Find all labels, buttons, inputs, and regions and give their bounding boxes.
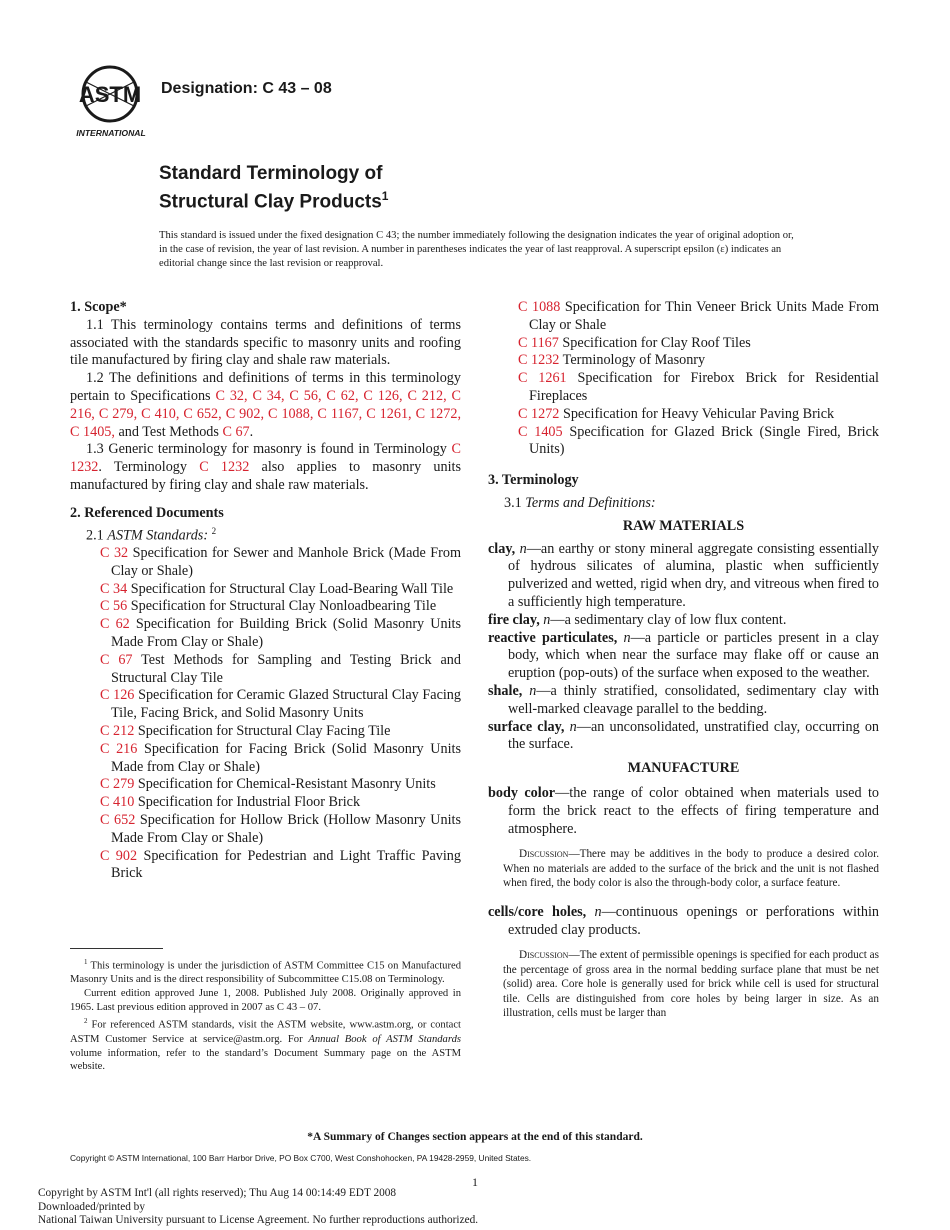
term-entry [488, 683, 879, 719]
referenced-item [85, 687, 461, 723]
referenced-item-title: Specification for Structural Clay Nonloadbearing Tile [127, 598, 437, 615]
copyright-line: Copyright © ASTM International, 100 Barr Harbor Drive, PO Box C700, West Conshohocken, PA 19428-2959, United States. [70, 1153, 532, 1163]
referenced-item-code-link[interactable]: C 279 [100, 776, 135, 793]
scope-p2-text: 1.2 The definitions and definitions of terms in this terminology pertain to Specifications [70, 370, 461, 404]
footnote-1 [70, 956, 461, 987]
referenced-item-title: Terminology of Masonry [559, 352, 706, 369]
term-word: shale, [488, 682, 523, 699]
referenced-item-title: Specification for Facing Brick (Solid Masonry Units Made from Clay or Shale) [111, 740, 461, 775]
referenced-item [503, 424, 879, 460]
footnote-1b: Current edition approved June 1, 2008. Published July 2008. Originally approved in 1965. Last previous edition approved in 2007 as C 43 – 07. [70, 988, 461, 1014]
referenced-item-title: Specification for Hollow Brick (Hollow Masonry Units Made From Clay or Shale) [111, 812, 462, 846]
referenced-item-title: Specification for Ceramic Glazed Structural Clay Facing Tile, Facing Brick, and Solid Masonry Units [111, 687, 461, 722]
referenced-item-title: Test Methods for Sampling and Testing Brick and Structural Clay Tile [111, 651, 461, 686]
referenced-item-title: Specification for Thin Veneer Brick Units Made From Clay or Shale [529, 299, 879, 333]
referenced-item [85, 616, 461, 652]
term-definition: —an earthy or stony mineral aggregate consisting essentially of hydrous silicates of alumina, plastic when sufficiently pulverized and wetted, rigid when dry, and vitreous when fired to a sufficiently high temperature. [508, 540, 880, 610]
term-word: reactive particulates, [488, 629, 618, 646]
referenced-item [503, 352, 879, 370]
referenced-heading: 2. Referenced Documents [70, 504, 224, 521]
title-line1: Standard Terminology of [159, 163, 383, 184]
right-column [488, 299, 879, 1021]
scope-p3-end: also applies to masonry units manufactured by firing clay and shale raw materials. [70, 459, 461, 493]
referenced-item-code-link[interactable]: C 216 [100, 740, 138, 757]
referenced-item-code-link[interactable]: C 1232 [518, 352, 560, 369]
scope-p3-c1232-link-2[interactable]: C 1232 [199, 459, 250, 476]
term-entry [488, 541, 879, 612]
scope-para-3 [70, 441, 461, 494]
discussion-text: —The extent of permissible openings is specified for each product as the percentage of gross area in the normal bedding surface plane that must be net (solid) area. Core hole is generally used for brick while cell is used for structural tile. Cells are distinguished from core holes by being larger in size. As an illustration, cells must be larger than [503, 949, 879, 1020]
term-definition: —a sedimentary clay of low flux content. [550, 611, 787, 628]
term-word: clay, [488, 540, 516, 557]
referenced-item-code-link[interactable]: C 67 [100, 651, 133, 668]
term-entry [488, 630, 879, 683]
logo-text: ASTM [78, 82, 142, 107]
footnote-1-mark: 1 [84, 958, 88, 966]
term-pos: n [519, 540, 527, 557]
referenced-item [85, 581, 461, 599]
referenced-item-title: Specification for Firebox Brick for Residential Fireplaces [529, 370, 879, 404]
footnote-1-text: This terminology is under the jurisdiction of ASTM Committee C15 on Manufactured Masonry Units and is the direct responsibility of Subcommittee C15.08 on Terminology. [70, 960, 461, 986]
referenced-sub-mark: 2 [211, 525, 217, 536]
term-definition: —a particle or particles present in a clay body, which when near the surface may flake off or cause an eruption (pop-outs) of the surface when exposed to the weather. [508, 629, 880, 682]
referenced-item-title: Specification for Glazed Brick (Single Fired, Brick Units) [529, 423, 879, 458]
raw-materials-terms [488, 541, 879, 755]
scope-heading: 1. Scope* [70, 299, 127, 315]
footnote-2-end: volume information, refer to the standard’s Document Summary page on the ASTM website. [70, 1047, 461, 1073]
download-line-2: Downloaded/printed by [38, 1200, 145, 1213]
scope-p3-c1232-link[interactable]: C 1232 [70, 441, 461, 476]
referenced-item [85, 776, 461, 794]
scope-p3-text: 1.3 Generic terminology for masonry is found in Terminology [86, 441, 452, 458]
scope-p3-mid: . Terminology [98, 459, 200, 476]
referenced-item-title: Specification for Sewer and Manhole Brick (Made From Clay or Shale) [111, 545, 462, 579]
footnote-2-italic: Annual Book of ASTM Standards [308, 1033, 461, 1045]
page-title [159, 162, 388, 213]
term-cells [488, 904, 879, 940]
term-cells-word: cells/core holes, [488, 903, 587, 920]
referenced-item-code-link[interactable]: C 34 [100, 580, 128, 597]
term-definition: —a thinly stratified, consolidated, sedimentary clay with well-marked cleavage parallel to the bedding. [508, 682, 880, 717]
logo-subtext: INTERNATIONAL [76, 128, 146, 138]
referenced-item-code-link[interactable]: C 56 [100, 598, 128, 615]
referenced-sub-label: ASTM Standards: [107, 527, 209, 544]
referenced-item [503, 406, 879, 424]
term-cells-def: —continuous openings or perforations within extruded clay products. [508, 903, 879, 938]
footnote-divider [70, 948, 163, 949]
title-footnote-mark: 1 [381, 189, 389, 203]
referenced-list-right [488, 299, 879, 459]
referenced-item-code-link[interactable]: C 1261 [518, 370, 567, 387]
term-body-color-word: body color [488, 784, 556, 801]
term-word: surface clay, [488, 718, 565, 735]
discussion-label: Discussion [519, 949, 569, 962]
term-body-color [488, 785, 879, 838]
raw-materials-caption: RAW MATERIALS [622, 517, 745, 534]
designation: Designation: C 43 – 08 [161, 80, 332, 97]
referenced-item-code-link[interactable]: C 126 [100, 687, 135, 704]
scope-p2-c67-link[interactable]: C 67 [222, 423, 250, 440]
referenced-item-code-link[interactable]: C 1272 [518, 405, 560, 422]
term-definition: —an unconsolidated, unstratified clay, occurring on the surface. [508, 718, 880, 753]
referenced-item [503, 335, 879, 353]
referenced-item [85, 545, 461, 581]
term-cells-pos: n [594, 903, 602, 920]
title-line2: Structural Clay Products [159, 191, 382, 213]
referenced-item [503, 299, 879, 335]
referenced-item-code-link[interactable]: C 1167 [518, 334, 559, 351]
referenced-item-code-link[interactable]: C 410 [100, 794, 135, 811]
scope-p2-refs-link[interactable]: C 32, C 34, C 56, C 62, C 126, C 212, C 216, C 279, C 410, C 652, C 902, C 1088, C 1167, C 1261, C 1272, C 1405, [70, 387, 461, 440]
referenced-item [85, 794, 461, 812]
referenced-item [85, 848, 461, 884]
referenced-item-code-link[interactable]: C 62 [100, 616, 130, 633]
footnote-2-text: For referenced ASTM standards, visit the ASTM website, www.astm.org, or contact ASTM Customer Service at service@astm.org. For [70, 1019, 461, 1045]
left-column [70, 299, 461, 883]
scope-para-2 [70, 370, 461, 441]
referenced-item [85, 741, 461, 777]
astm-logo-icon [70, 62, 152, 142]
referenced-item-title: Specification for Heavy Vehicular Paving Brick [559, 405, 835, 422]
term-word: fire clay, [488, 611, 540, 628]
referenced-item-code-link[interactable]: C 902 [100, 847, 138, 864]
summary-note: *A Summary of Changes section appears at the end of this standard. [307, 1131, 643, 1143]
referenced-item [85, 652, 461, 688]
footnote-2-mark: 2 [84, 1017, 88, 1026]
term-entry [488, 612, 879, 630]
manufacture-caption: MANUFACTURE [627, 760, 740, 777]
cells-discussion [488, 948, 879, 1021]
term-entry [488, 719, 879, 755]
referenced-item-code-link[interactable]: C 32 [100, 545, 129, 562]
download-line-3: National Taiwan University pursuant to License Agreement. No further reproductions authorized. [38, 1214, 479, 1227]
terminology-sub-label: Terms and Definitions: [525, 494, 656, 511]
terminology-sub-num: 3.1 [504, 494, 526, 511]
term-pos: n [529, 682, 537, 699]
referenced-item-code-link[interactable]: C 212 [100, 723, 135, 740]
referenced-item-code-link[interactable]: C 652 [100, 812, 136, 829]
footnotes [70, 956, 461, 1074]
page-number: 1 [472, 1175, 478, 1189]
referenced-item-code-link[interactable]: C 1088 [518, 299, 561, 315]
issued-note: This standard is issued under the fixed designation C 43; the number immediately following the designation indicates the year of original adoption or, in the case of revision, the year of last revision. A number in parentheses indicates the year of last reapproval. A superscript epsilon (ε) indicates an editorial change since the last revision or reapproval. [159, 230, 794, 269]
term-pos: n [543, 611, 551, 628]
referenced-item-title: Specification for Industrial Floor Brick [134, 794, 361, 811]
terminology-heading: 3. Terminology [488, 472, 579, 489]
scope-p2-end: . [249, 423, 254, 440]
term-pos: n [569, 718, 577, 735]
referenced-item-title: Specification for Pedestrian and Light Traffic Paving Brick [111, 847, 461, 882]
referenced-item-title: Specification for Structural Clay Facing Tile [134, 723, 391, 740]
referenced-item-code-link[interactable]: C 1405 [518, 423, 563, 440]
referenced-item-title: Specification for Building Brick (Solid Masonry Units Made From Clay or Shale) [111, 616, 461, 651]
referenced-item-title: Specification for Chemical-Resistant Masonry Units [134, 776, 436, 793]
referenced-item [85, 812, 461, 848]
referenced-item-title: Specification for Clay Roof Tiles [558, 334, 751, 351]
referenced-sub [70, 523, 461, 546]
footnote-2 [70, 1015, 461, 1074]
body-color-discussion [488, 847, 879, 891]
referenced-item-title: Specification for Structural Clay Load-Bearing Wall Tile [127, 580, 454, 597]
referenced-sub-num: 2.1 [86, 527, 108, 544]
discussion-label: Discussion [519, 848, 569, 861]
download-note [38, 1187, 478, 1228]
referenced-item [503, 370, 879, 406]
term-body-color-def: —the range of color obtained when materials used to form the brick react to the effects of firing temperature and atmosphere. [508, 784, 879, 837]
discussion-text: —There may be additives in the body to produce a desired color. When no materials are added to the surface of the brick and the unit is not flashed when fired, the body color is also the through-body color, a surface feature. [503, 848, 879, 890]
referenced-item [85, 723, 461, 741]
scope-para-1: 1.1 This terminology contains terms and definitions of terms associated with the standards specific to masonry units and roofing tile manufactured by firing clay and shale raw materials. [70, 316, 461, 369]
referenced-item [85, 598, 461, 616]
terminology-sub [488, 495, 879, 513]
referenced-list-left [70, 545, 461, 883]
astm-logo [70, 62, 152, 142]
download-line-1: Copyright by ASTM Int'l (all rights reserved); Thu Aug 14 00:14:49 EDT 2008 [38, 1187, 397, 1199]
term-pos: n [623, 629, 631, 646]
scope-p2-mid: and Test Methods [114, 423, 223, 440]
